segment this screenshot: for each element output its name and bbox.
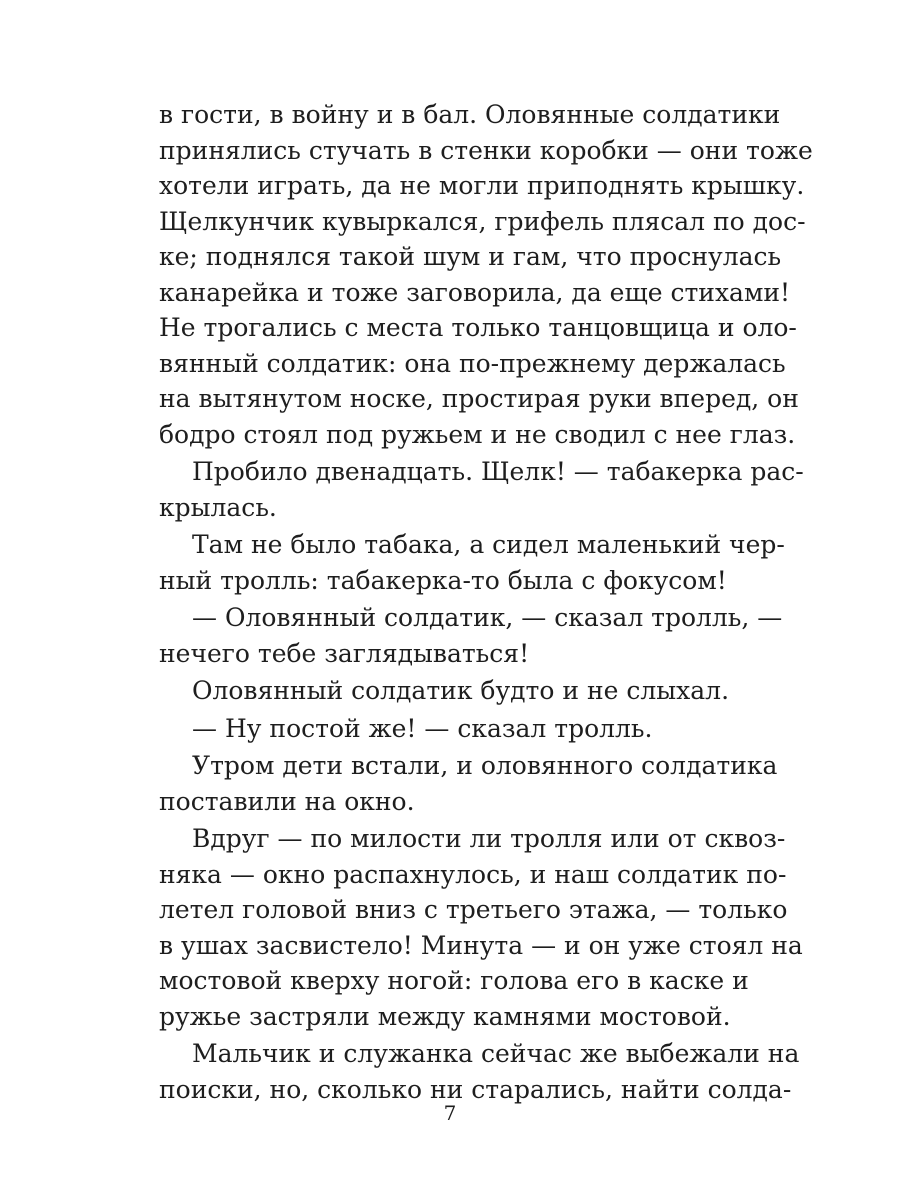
page-number: 7 (443, 1101, 457, 1125)
text-line: принялись стучать в стенки коробки — они тоже (159, 135, 813, 165)
text-line: в гости, в войну и в бал. Оловянные солдатики (159, 100, 781, 129)
text-line: канарейка и тоже заговорила, да еще стихами! (159, 277, 791, 307)
text-line: на вытянутом носке, простирая руки вперед, он (159, 384, 799, 413)
text-line: мостовой кверху ногой: голова его в каске и (159, 966, 749, 995)
text-line: летел головой вниз с третьего этажа, — только (159, 895, 788, 924)
text-line: вянный солдатик: она по-прежнему держалась (159, 348, 786, 378)
text-line: крылась. (159, 492, 277, 522)
text-line: поиски, но, сколько ни старались, найти солда- (159, 1074, 792, 1104)
text-line: Там не было табака, а сидел маленький чер- (192, 530, 785, 559)
body-text (159, 97, 813, 1107)
text-line: в ушах засвистело! Минута — и он уже стоял на (159, 930, 803, 960)
text-line: — Ну постой же! — сказал тролль. (192, 713, 653, 743)
text-line: Не трогались с места только танцовщица и оло- (159, 313, 797, 342)
text-line: Оловянный солдатик будто и не слыхал. (192, 676, 730, 705)
text-line: поставили на окно. (159, 786, 415, 816)
text-line: — Оловянный солдатик, — сказал тролль, — (192, 603, 783, 632)
text-line: бодро стоял под ружьем и не сводил с нее глаз. (159, 419, 796, 449)
text-line: Утром дети встали, и оловянного солдатика (192, 751, 778, 780)
text-line: Щелкунчик кувыркался, грифель плясал по дос- (159, 206, 806, 236)
text-line: ке; поднялся такой шум и гам, что проснулась (159, 242, 782, 271)
text-line: Пробило двенадцать. Щелк! — табакерка рас- (192, 457, 804, 486)
text-line: хотели играть, да не могли приподнять крышку. (159, 171, 805, 200)
text-line: ный тролль: табакерка-то была с фокусом! (159, 565, 727, 595)
text-line: Мальчик и служанка сейчас же выбежали на (192, 1039, 800, 1068)
text-line: Вдруг — по милости ли тролля или от сквоз- (192, 824, 786, 853)
text-line: няка — окно распахнулось, и наш солдатик по- (159, 859, 787, 889)
text-line: нечего тебе заглядываться! (159, 638, 530, 668)
text-line: ружье застряли между камнями мостовой. (159, 1001, 731, 1031)
